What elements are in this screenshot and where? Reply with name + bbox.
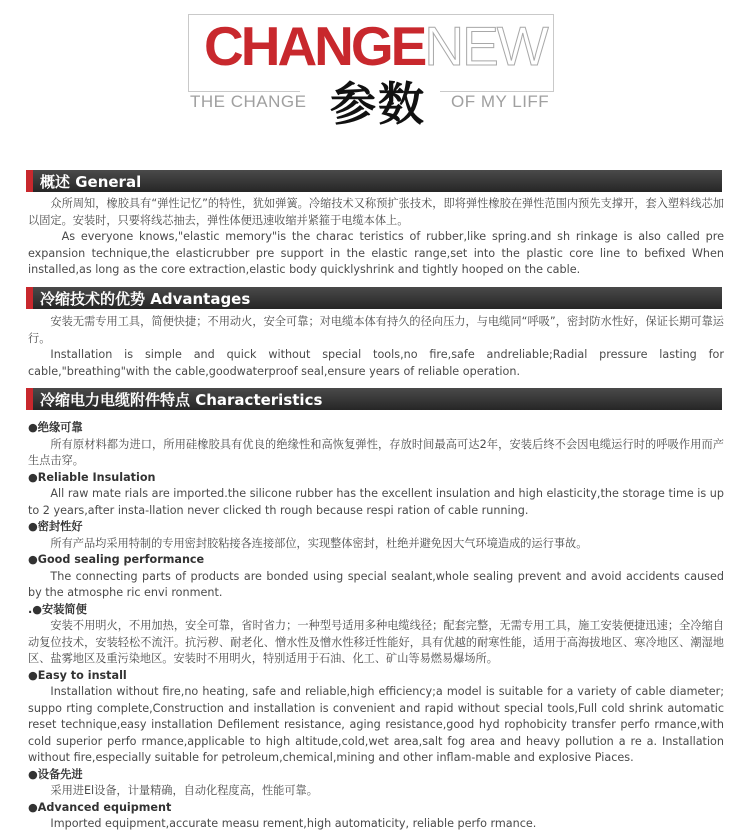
section-accent: [26, 388, 33, 410]
char-head-en: ●Reliable Insulation: [28, 470, 156, 484]
advantages-cn: 安装无需专用工具，简便快捷；不用动火，安全可靠；对电缆本体有持久的径向压力，与电缆同“呼吸”，密封防水性好，保证长期可靠运行。: [28, 315, 724, 345]
char-head-cn: ●绝缘可靠: [28, 421, 83, 434]
char-head-en: ●Advanced equipment: [28, 800, 172, 814]
advantages-en: Installation is simple and quick without special tools,no fire,safe andreliable;Radial pressure lasting for cable,"breathing"with the cable,goodwaterproof seal,ensure years of reliable operation.: [28, 348, 724, 378]
char-body-en: The connecting parts of products are bonded using special sealant,whole sealing prevent and avoid accidents caused by the atmosphe ric envi ronment.: [28, 569, 724, 599]
char-head-en: ●Good sealing performance: [28, 553, 205, 566]
characteristics-text: [28, 420, 724, 833]
general-en: As everyone knows,"elastic memory"is the charac teristics of rubber,like spring.and sh rinkage is also called pre expansion technique,the elasticrubber pre support in the elastic range,set into the plastic core line to befixed When installed,as long as the core extraction,elastic body quicklyshrink and tightly hooped on the cable.: [28, 230, 724, 276]
char-body-cn: 所有产品均采用特制的专用密封胶粘接各连接部位，实现整体密封，杜绝并避免因大气环境造成的运行事故。: [50, 536, 588, 550]
section-bar-characteristics: [26, 388, 722, 410]
header-cn-title: 参数: [330, 77, 426, 131]
char-body-en: Imported equipment,accurate measu rement,high automaticity, reliable perfo rmance.: [50, 817, 537, 830]
header-sub-right: OF MY LIFF: [451, 92, 550, 111]
char-body-cn: 采用进El设备，计量精确，自动化程度高，性能可靠。: [50, 784, 318, 797]
header-sub-left: THE CHANGE: [190, 92, 307, 111]
section-bar-general: [26, 170, 722, 192]
header-new: NEW: [424, 15, 547, 77]
general-text: [28, 196, 724, 279]
section-bar-advantages: [26, 287, 722, 309]
page-header: [0, 0, 748, 140]
header-change: CHANGE: [204, 15, 425, 77]
section-title-characteristics: 冷缩电力电缆附件特点 Characteristics: [40, 391, 323, 409]
char-body-cn: 所有原材料都为进口，所用硅橡胶具有优良的绝缘性和高恢复弹性，存放时间最高可达2年，安装后终不会因电缆运行时的呼吸作用而产生点击穿。: [28, 437, 724, 467]
char-head-en: ●Easy to install: [28, 668, 127, 682]
char-head-cn: ●密封性好: [28, 520, 83, 533]
section-accent: [26, 287, 33, 309]
general-cn: 众所周知，橡胶具有“弹性记忆”的特性，犹如弹簧。冷缩技术又称预扩张技术，即将弹性橡胶在弹性范围内预先支撑开，套入塑料线芯加以固定。安装时，只要将线芯抽去，弹性体便迅速收缩并紧箍于电缆本体上。: [28, 197, 724, 227]
char-body-en: Installation without fire,no heating, safe and reliable,high efficiency;a model is suitable for a variety of cable diameter; suppo rting complete,Construction and installation is convenient and rapid without special tools,Full cold shrink automatic reset technique,easy installation Defilement resistance, aging resistance,good hyd rophobicity transfer perfo rmance,with cold superior perfo rmance,applicable to high altitude,cold,wet area,salt fog area and heavy pollution a re a. Installation without fire,especially suitable for petroleum,chemical,mining and other inflam-mable and explosive Piaces.: [28, 685, 724, 764]
char-body-en: All raw mate rials are imported.the silicone rubber has the excellent insulation and high elasticity,the storage time is up to 2 years,after insta-llation never clicked th rough because respi ration of cable running.: [28, 487, 724, 517]
char-head-cn: ●设备先进: [28, 767, 83, 781]
section-title-advantages: 冷缩技术的优势 Advantages: [40, 290, 251, 308]
section-accent: [26, 170, 33, 192]
char-head-cn: .●安装简便: [28, 602, 87, 616]
advantages-text: [28, 314, 724, 380]
char-body-cn: 安装不用明火，不用加热，安全可靠，省时省力；一种型号适用多种电缆线径；配套完整，无需专用工具，施工安装便捷迅速；全冷缩自动复位技术，安装轻松不流汗。抗污秽、耐老化、憎水性及憎水性移迁性能好，具有优越的耐寒性能，适用于高海拔地区、寒冷地区、潮湿地区、盐雾地区及重污染地区。安装时不用明火，特别适用于石油、化工、矿山等易燃易爆场所。: [28, 619, 724, 665]
section-title-general: 概述 General: [40, 173, 142, 191]
